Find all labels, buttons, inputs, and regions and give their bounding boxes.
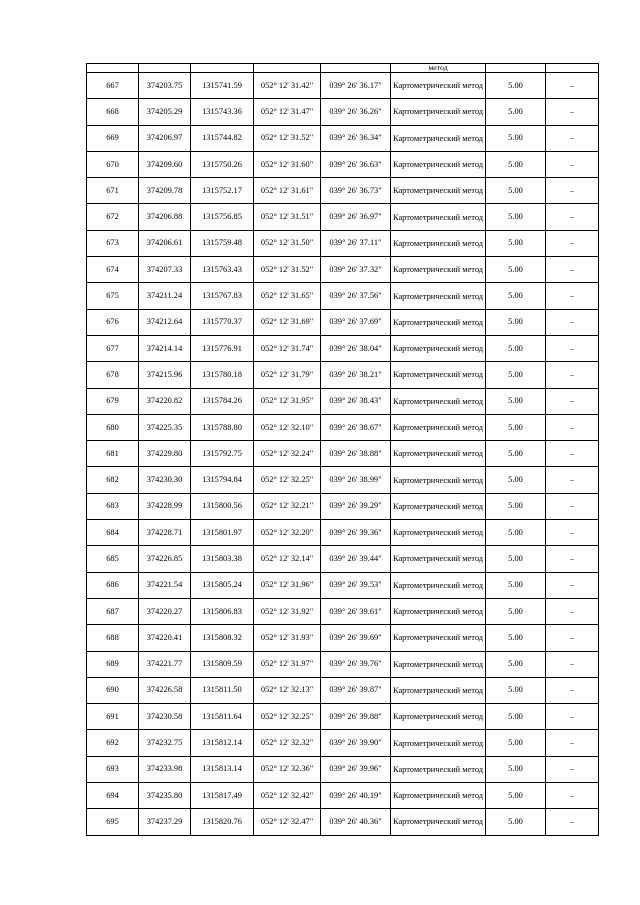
table-cell: [254, 64, 321, 73]
longitude-cell: 039° 26' 38.04": [321, 335, 391, 361]
x-coordinate-cell: 374220.27: [139, 598, 191, 624]
x-coordinate-cell: 374228.99: [139, 493, 191, 519]
point-number-cell: 689: [87, 651, 139, 677]
method-cell: Картометрический метод: [391, 809, 486, 835]
y-coordinate-cell: 1315800.56: [191, 493, 254, 519]
longitude-cell: 039° 26' 37.56": [321, 283, 391, 309]
table-row: [87, 756, 599, 782]
longitude-cell: 039° 26' 37.11": [321, 230, 391, 256]
latitude-cell: 052° 12' 31.51": [254, 204, 321, 230]
table-row: [87, 309, 599, 335]
note-cell: –: [546, 125, 599, 151]
method-cell: Картометрический метод: [391, 362, 486, 388]
longitude-cell: 039° 26' 36.63": [321, 151, 391, 177]
x-coordinate-cell: 374226.58: [139, 677, 191, 703]
longitude-cell: 039° 26' 39.96": [321, 756, 391, 782]
table-row: [87, 730, 599, 756]
note-cell: –: [546, 704, 599, 730]
accuracy-cell: 5.00: [486, 625, 546, 651]
method-cell: Картометрический метод: [391, 309, 486, 335]
table-row: [87, 546, 599, 572]
accuracy-cell: 5.00: [486, 783, 546, 809]
note-cell: –: [546, 756, 599, 782]
point-number-cell: 670: [87, 151, 139, 177]
accuracy-cell: 5.00: [486, 388, 546, 414]
table-row: [87, 388, 599, 414]
note-cell: –: [546, 598, 599, 624]
x-coordinate-cell: 374225.35: [139, 414, 191, 440]
y-coordinate-cell: 1315752.17: [191, 178, 254, 204]
longitude-cell: 039° 26' 39.76": [321, 651, 391, 677]
table-cell: [486, 64, 546, 73]
point-number-cell: 686: [87, 572, 139, 598]
method-cell: Картометрический метод: [391, 730, 486, 756]
latitude-cell: 052° 12' 31.47": [254, 99, 321, 125]
table-row: [87, 99, 599, 125]
table-row: [87, 467, 599, 493]
method-cell: Картометрический метод: [391, 388, 486, 414]
latitude-cell: 052° 12' 31.69": [254, 309, 321, 335]
longitude-cell: 039° 26' 39.87": [321, 677, 391, 703]
note-cell: –: [546, 441, 599, 467]
longitude-cell: 039° 26' 39.90": [321, 730, 391, 756]
longitude-cell: 039° 26' 36.26": [321, 99, 391, 125]
longitude-cell: 039° 26' 40.19": [321, 783, 391, 809]
method-cell: Картометрический метод: [391, 493, 486, 519]
method-cell: Картометрический метод: [391, 467, 486, 493]
latitude-cell: 052° 12' 31.97": [254, 651, 321, 677]
x-coordinate-cell: 374214.14: [139, 335, 191, 361]
accuracy-cell: 5.00: [486, 178, 546, 204]
latitude-cell: 052° 12' 32.47": [254, 809, 321, 835]
longitude-cell: 039° 26' 39.44": [321, 546, 391, 572]
accuracy-cell: 5.00: [486, 204, 546, 230]
longitude-cell: 039° 26' 36.17": [321, 73, 391, 99]
table-row: [87, 414, 599, 440]
x-coordinate-cell: 374203.75: [139, 73, 191, 99]
y-coordinate-cell: 1315767.83: [191, 283, 254, 309]
y-coordinate-cell: 1315809.59: [191, 651, 254, 677]
accuracy-cell: 5.00: [486, 441, 546, 467]
latitude-cell: 052° 12' 31.96": [254, 572, 321, 598]
method-cell: Картометрический метод: [391, 598, 486, 624]
note-cell: –: [546, 783, 599, 809]
point-number-cell: 676: [87, 309, 139, 335]
table-row: [87, 493, 599, 519]
note-cell: –: [546, 651, 599, 677]
latitude-cell: 052° 12' 31.93": [254, 625, 321, 651]
accuracy-cell: 5.00: [486, 257, 546, 283]
longitude-cell: 039° 26' 39.36": [321, 520, 391, 546]
y-coordinate-cell: 1315776.91: [191, 335, 254, 361]
x-coordinate-cell: 374226.85: [139, 546, 191, 572]
accuracy-cell: 5.00: [486, 99, 546, 125]
method-cell: Картометрический метод: [391, 441, 486, 467]
point-number-cell: 667: [87, 73, 139, 99]
accuracy-cell: 5.00: [486, 598, 546, 624]
x-coordinate-cell: 374205.29: [139, 99, 191, 125]
y-coordinate-cell: 1315806.83: [191, 598, 254, 624]
point-number-cell: 693: [87, 756, 139, 782]
note-cell: –: [546, 73, 599, 99]
latitude-cell: 052° 12' 32.25": [254, 467, 321, 493]
point-number-cell: 692: [87, 730, 139, 756]
method-cell: Картометрический метод: [391, 257, 486, 283]
table-row: [87, 257, 599, 283]
method-cell: Картометрический метод: [391, 99, 486, 125]
note-cell: –: [546, 230, 599, 256]
accuracy-cell: 5.00: [486, 651, 546, 677]
note-cell: –: [546, 257, 599, 283]
y-coordinate-cell: 1315794.84: [191, 467, 254, 493]
x-coordinate-cell: 374229.80: [139, 441, 191, 467]
x-coordinate-cell: 374209.60: [139, 151, 191, 177]
x-coordinate-cell: 374221.54: [139, 572, 191, 598]
latitude-cell: 052° 12' 31.79": [254, 362, 321, 388]
latitude-cell: 052° 12' 32.25": [254, 704, 321, 730]
table-cell: [191, 64, 254, 73]
y-coordinate-cell: 1315780.18: [191, 362, 254, 388]
point-number-cell: 687: [87, 598, 139, 624]
x-coordinate-cell: 374221.77: [139, 651, 191, 677]
y-coordinate-cell: 1315763.43: [191, 257, 254, 283]
accuracy-cell: 5.00: [486, 309, 546, 335]
table-row: [87, 230, 599, 256]
latitude-cell: 052° 12' 32.10": [254, 414, 321, 440]
longitude-cell: 039° 26' 36.34": [321, 125, 391, 151]
longitude-cell: 039° 26' 39.29": [321, 493, 391, 519]
note-cell: –: [546, 309, 599, 335]
y-coordinate-cell: 1315803.38: [191, 546, 254, 572]
point-number-cell: 684: [87, 520, 139, 546]
coordinates-table: [86, 63, 599, 836]
note-cell: –: [546, 730, 599, 756]
table-cell: [139, 64, 191, 73]
longitude-cell: 039° 26' 38.88": [321, 441, 391, 467]
table-row: [87, 73, 599, 99]
y-coordinate-cell: 1315750.26: [191, 151, 254, 177]
note-cell: –: [546, 151, 599, 177]
x-coordinate-cell: 374212.64: [139, 309, 191, 335]
x-coordinate-cell: 374232.75: [139, 730, 191, 756]
longitude-cell: 039° 26' 37.32": [321, 257, 391, 283]
x-coordinate-cell: 374220.41: [139, 625, 191, 651]
latitude-cell: 052° 12' 31.92": [254, 598, 321, 624]
table-row: [87, 704, 599, 730]
method-cell: Картометрический метод: [391, 572, 486, 598]
accuracy-cell: 5.00: [486, 520, 546, 546]
point-number-cell: 675: [87, 283, 139, 309]
x-coordinate-cell: 374228.71: [139, 520, 191, 546]
latitude-cell: 052° 12' 31.61": [254, 178, 321, 204]
method-cell: Картометрический метод: [391, 414, 486, 440]
x-coordinate-cell: 374211.24: [139, 283, 191, 309]
longitude-cell: 039° 26' 39.53": [321, 572, 391, 598]
x-coordinate-cell: 374235.80: [139, 783, 191, 809]
table-row: [87, 809, 599, 835]
latitude-cell: 052° 12' 31.52": [254, 257, 321, 283]
method-cell: Картометрический метод: [391, 651, 486, 677]
note-cell: –: [546, 335, 599, 361]
latitude-cell: 052° 12' 31.50": [254, 230, 321, 256]
longitude-cell: 039° 26' 38.43": [321, 388, 391, 414]
method-cell: Картометрический метод: [391, 783, 486, 809]
note-cell: –: [546, 362, 599, 388]
latitude-cell: 052° 12' 32.24": [254, 441, 321, 467]
note-cell: –: [546, 809, 599, 835]
y-coordinate-cell: 1315792.75: [191, 441, 254, 467]
table-cell: [87, 64, 139, 73]
point-number-cell: 683: [87, 493, 139, 519]
method-cell: Картометрический метод: [391, 520, 486, 546]
table-body: [87, 64, 599, 836]
point-number-cell: 672: [87, 204, 139, 230]
table-row: [87, 677, 599, 703]
longitude-cell: 039° 26' 39.69": [321, 625, 391, 651]
point-number-cell: 677: [87, 335, 139, 361]
accuracy-cell: 5.00: [486, 414, 546, 440]
point-number-cell: 695: [87, 809, 139, 835]
accuracy-cell: 5.00: [486, 283, 546, 309]
y-coordinate-cell: 1315788.80: [191, 414, 254, 440]
accuracy-cell: 5.00: [486, 546, 546, 572]
latitude-cell: 052° 12' 31.65": [254, 283, 321, 309]
y-coordinate-cell: 1315811.50: [191, 677, 254, 703]
accuracy-cell: 5.00: [486, 125, 546, 151]
note-cell: –: [546, 388, 599, 414]
point-number-cell: 691: [87, 704, 139, 730]
x-coordinate-cell: 374209.78: [139, 178, 191, 204]
table-row: [87, 151, 599, 177]
note-cell: –: [546, 493, 599, 519]
accuracy-cell: 5.00: [486, 809, 546, 835]
y-coordinate-cell: 1315817.49: [191, 783, 254, 809]
point-number-cell: 673: [87, 230, 139, 256]
table-row: [87, 204, 599, 230]
longitude-cell: 039° 26' 40.36": [321, 809, 391, 835]
table-row: [87, 625, 599, 651]
table-row: [87, 441, 599, 467]
point-number-cell: 669: [87, 125, 139, 151]
table-cell: [321, 64, 391, 73]
x-coordinate-cell: 374233.98: [139, 756, 191, 782]
accuracy-cell: 5.00: [486, 730, 546, 756]
latitude-cell: 052° 12' 31.74": [254, 335, 321, 361]
table-row: [87, 178, 599, 204]
point-number-cell: 678: [87, 362, 139, 388]
latitude-cell: 052° 12' 31.95": [254, 388, 321, 414]
y-coordinate-cell: 1315820.76: [191, 809, 254, 835]
latitude-cell: 052° 12' 32.42": [254, 783, 321, 809]
note-cell: –: [546, 99, 599, 125]
point-number-cell: 674: [87, 257, 139, 283]
x-coordinate-cell: 374206.97: [139, 125, 191, 151]
accuracy-cell: 5.00: [486, 335, 546, 361]
method-cell: Картометрический метод: [391, 756, 486, 782]
point-number-cell: 685: [87, 546, 139, 572]
x-coordinate-cell: 374207.33: [139, 257, 191, 283]
y-coordinate-cell: 1315812.14: [191, 730, 254, 756]
method-cell: Картометрический метод: [391, 73, 486, 99]
point-number-cell: 688: [87, 625, 139, 651]
method-cell: Картометрический метод: [391, 230, 486, 256]
accuracy-cell: 5.00: [486, 677, 546, 703]
longitude-cell: 039° 26' 39.88": [321, 704, 391, 730]
table-row: [87, 362, 599, 388]
note-cell: –: [546, 178, 599, 204]
method-cell: Картометрический метод: [391, 625, 486, 651]
x-coordinate-cell: 374220.82: [139, 388, 191, 414]
latitude-cell: 052° 12' 31.60": [254, 151, 321, 177]
longitude-cell: 039° 26' 38.21": [321, 362, 391, 388]
table-row: [87, 283, 599, 309]
longitude-cell: 039° 26' 36.73": [321, 178, 391, 204]
accuracy-cell: 5.00: [486, 704, 546, 730]
y-coordinate-cell: 1315811.64: [191, 704, 254, 730]
method-cell: Картометрический метод: [391, 546, 486, 572]
note-cell: –: [546, 546, 599, 572]
latitude-cell: 052° 12' 32.36": [254, 756, 321, 782]
point-number-cell: 690: [87, 677, 139, 703]
y-coordinate-cell: 1315801.97: [191, 520, 254, 546]
longitude-cell: 039° 26' 38.67": [321, 414, 391, 440]
latitude-cell: 052° 12' 32.32": [254, 730, 321, 756]
point-number-cell: 668: [87, 99, 139, 125]
accuracy-cell: 5.00: [486, 572, 546, 598]
x-coordinate-cell: 374230.58: [139, 704, 191, 730]
point-number-cell: 681: [87, 441, 139, 467]
point-number-cell: 671: [87, 178, 139, 204]
table-row: [87, 125, 599, 151]
note-cell: –: [546, 572, 599, 598]
y-coordinate-cell: 1315743.36: [191, 99, 254, 125]
longitude-cell: 039° 26' 39.61": [321, 598, 391, 624]
accuracy-cell: 5.00: [486, 756, 546, 782]
y-coordinate-cell: 1315741.59: [191, 73, 254, 99]
y-coordinate-cell: 1315770.37: [191, 309, 254, 335]
latitude-cell: 052° 12' 32.21": [254, 493, 321, 519]
method-cell: Картометрический метод: [391, 704, 486, 730]
continuation-row: [87, 64, 599, 73]
method-cell: Картометрический метод: [391, 151, 486, 177]
longitude-cell: 039° 26' 38.99": [321, 467, 391, 493]
y-coordinate-cell: 1315813.14: [191, 756, 254, 782]
method-cell: Картометрический метод: [391, 125, 486, 151]
note-cell: –: [546, 467, 599, 493]
note-cell: –: [546, 204, 599, 230]
x-coordinate-cell: 374237.29: [139, 809, 191, 835]
note-cell: –: [546, 625, 599, 651]
longitude-cell: 039° 26' 36.97": [321, 204, 391, 230]
note-cell: –: [546, 677, 599, 703]
latitude-cell: 052° 12' 32.13": [254, 677, 321, 703]
table-row: [87, 520, 599, 546]
x-coordinate-cell: 374215.96: [139, 362, 191, 388]
longitude-cell: 039° 26' 37.69": [321, 309, 391, 335]
point-number-cell: 694: [87, 783, 139, 809]
note-cell: –: [546, 414, 599, 440]
x-coordinate-cell: 374230.30: [139, 467, 191, 493]
method-cell: Картометрический метод: [391, 178, 486, 204]
y-coordinate-cell: 1315759.48: [191, 230, 254, 256]
y-coordinate-cell: 1315744.82: [191, 125, 254, 151]
table-row: [87, 335, 599, 361]
point-number-cell: 680: [87, 414, 139, 440]
note-cell: –: [546, 520, 599, 546]
accuracy-cell: 5.00: [486, 493, 546, 519]
point-number-cell: 682: [87, 467, 139, 493]
point-number-cell: 679: [87, 388, 139, 414]
y-coordinate-cell: 1315808.32: [191, 625, 254, 651]
method-cell: Картометрический метод: [391, 204, 486, 230]
accuracy-cell: 5.00: [486, 151, 546, 177]
table-row: [87, 651, 599, 677]
accuracy-cell: 5.00: [486, 73, 546, 99]
accuracy-cell: 5.00: [486, 362, 546, 388]
method-cell: Картометрический метод: [391, 335, 486, 361]
y-coordinate-cell: 1315784.26: [191, 388, 254, 414]
table-row: [87, 598, 599, 624]
note-cell: –: [546, 283, 599, 309]
table-row: [87, 572, 599, 598]
latitude-cell: 052° 12' 31.42": [254, 73, 321, 99]
continued-method-cell: метод: [391, 64, 486, 73]
x-coordinate-cell: 374206.61: [139, 230, 191, 256]
accuracy-cell: 5.00: [486, 230, 546, 256]
y-coordinate-cell: 1315756.85: [191, 204, 254, 230]
latitude-cell: 052° 12' 31.52": [254, 125, 321, 151]
latitude-cell: 052° 12' 32.14": [254, 546, 321, 572]
method-cell: Картометрический метод: [391, 283, 486, 309]
y-coordinate-cell: 1315805.24: [191, 572, 254, 598]
accuracy-cell: 5.00: [486, 467, 546, 493]
latitude-cell: 052° 12' 32.20": [254, 520, 321, 546]
table-cell: [546, 64, 599, 73]
table-row: [87, 783, 599, 809]
method-cell: Картометрический метод: [391, 677, 486, 703]
x-coordinate-cell: 374206.88: [139, 204, 191, 230]
